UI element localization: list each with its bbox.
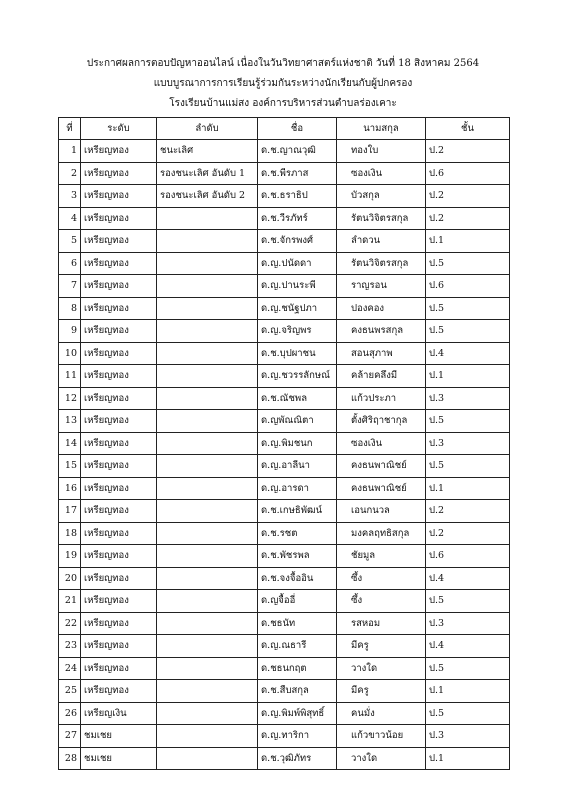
grade: ป.5 [426, 590, 510, 613]
first-name [258, 410, 337, 433]
name-title: ด.ช. [261, 505, 280, 517]
first-name [258, 725, 337, 748]
first-name [258, 635, 337, 658]
grade: ป.3 [426, 612, 510, 635]
table-row [59, 207, 510, 230]
given-name: ธนกฤต [276, 662, 307, 674]
medal-level: เหรียญทอง [81, 612, 157, 635]
table-row [59, 365, 510, 388]
grade: ป.1 [426, 680, 510, 703]
name-title: ด.ช. [261, 527, 280, 539]
announcement-title: ประกาศผลการตอบปัญหาออนไลน์ เนื่องในวันวิทยาศาสตร์แห่งชาติ วันที่ 18 สิงหาคม 2564 [86, 58, 480, 69]
first-name [258, 162, 337, 185]
first-name [258, 612, 337, 635]
first-name [258, 702, 337, 725]
medal-level: เหรียญทอง [81, 432, 157, 455]
table-row [59, 252, 510, 275]
last-name: มีครู [337, 635, 426, 658]
grade: ป.3 [426, 725, 510, 748]
row-number: 17 [59, 500, 81, 523]
last-name: ซึ้ง [337, 567, 426, 590]
row-number: 6 [59, 252, 81, 275]
rank [157, 387, 258, 410]
medal-level: เหรียญทอง [81, 252, 157, 275]
grade: ป.2 [426, 500, 510, 523]
row-number: 7 [59, 275, 81, 298]
medal-level: เหรียญทอง [81, 590, 157, 613]
given-name: จื้ออี่ [278, 595, 296, 607]
rank [157, 522, 258, 545]
first-name [258, 500, 337, 523]
grade: ป.4 [426, 567, 510, 590]
grade: ป.3 [426, 432, 510, 455]
table-row [59, 320, 510, 343]
first-name [258, 185, 337, 208]
medal-level: เหรียญทอง [81, 545, 157, 568]
name-title: ด.ญ. [261, 437, 282, 449]
table-row [59, 522, 510, 545]
name-title: ด.ช [261, 617, 277, 629]
medal-level: เหรียญทอง [81, 230, 157, 253]
name-title: ด.ช. [261, 550, 280, 562]
rank [157, 230, 258, 253]
medal-level: เหรียญทอง [81, 387, 157, 410]
grade: ป.6 [426, 162, 510, 185]
grade: ป.2 [426, 140, 510, 163]
given-name: สืบสกุล [279, 685, 309, 697]
row-number: 8 [59, 297, 81, 320]
grade: ป.2 [426, 185, 510, 208]
rank [157, 702, 258, 725]
table-row [59, 275, 510, 298]
name-title: ด.ช. [261, 572, 280, 584]
given-name: ปนัดดา [281, 257, 312, 269]
rank [157, 545, 258, 568]
column-header-last-name: นามสกุล [337, 118, 426, 140]
name-title: ด.ช [261, 662, 277, 674]
rank [157, 252, 258, 275]
name-title: ด.ญ. [261, 730, 282, 742]
row-number: 28 [59, 747, 81, 770]
first-name [258, 297, 337, 320]
table-row [59, 725, 510, 748]
medal-level: เหรียญทอง [81, 477, 157, 500]
grade: ป.5 [426, 657, 510, 680]
first-name [258, 680, 337, 703]
column-header-grade: ชั้น [426, 118, 510, 140]
table-row [59, 410, 510, 433]
table-row [59, 297, 510, 320]
last-name: รัตนวิจิตรสกุล [337, 252, 426, 275]
rank [157, 275, 258, 298]
last-name: วางใด [337, 657, 426, 680]
first-name [258, 657, 337, 680]
name-title: ด.ญ. [261, 640, 282, 652]
first-name [258, 275, 337, 298]
table-row [59, 702, 510, 725]
table-row [59, 432, 510, 455]
row-number: 27 [59, 725, 81, 748]
medal-level: เหรียญทอง [81, 320, 157, 343]
column-header-rank: ลำดับ [157, 118, 258, 140]
rank [157, 342, 258, 365]
given-name: รชต [279, 527, 298, 539]
row-number: 23 [59, 635, 81, 658]
table-row [59, 657, 510, 680]
last-name: แก้วขาวน้อย [337, 725, 426, 748]
given-name: เกษธิพัฒน์ [279, 505, 323, 517]
name-title: ด.ญ. [261, 707, 282, 719]
grade: ป.5 [426, 410, 510, 433]
last-name: ราญรอน [337, 275, 426, 298]
table-header-row [59, 118, 510, 140]
last-name: สอนสุภาพ [337, 342, 426, 365]
row-number: 11 [59, 365, 81, 388]
given-name: ธนัท [276, 617, 296, 629]
medal-level: เหรียญทอง [81, 365, 157, 388]
first-name [258, 230, 337, 253]
row-number: 9 [59, 320, 81, 343]
rank [157, 477, 258, 500]
row-number: 25 [59, 680, 81, 703]
row-number: 21 [59, 590, 81, 613]
rank [157, 590, 258, 613]
table-row [59, 612, 510, 635]
grade: ป.5 [426, 252, 510, 275]
medal-level: เหรียญทอง [81, 342, 157, 365]
table-row [59, 567, 510, 590]
rank [157, 365, 258, 388]
medal-level: เหรียญเงิน [81, 702, 157, 725]
grade: ป.2 [426, 207, 510, 230]
medal-level: ชมเชย [81, 747, 157, 770]
grade: ป.1 [426, 477, 510, 500]
grade: ป.5 [426, 320, 510, 343]
rank [157, 297, 258, 320]
rank [157, 500, 258, 523]
first-name [258, 320, 337, 343]
school-name: โรงเรียนบ้านแม่สง องค์การบริหารส่วนตำบลร่องเคาะ [169, 98, 397, 109]
rank [157, 455, 258, 478]
rank [157, 207, 258, 230]
given-name: ญาณวุฒิ [279, 145, 316, 157]
medal-level: เหรียญทอง [81, 455, 157, 478]
row-number: 13 [59, 410, 81, 433]
given-name: จริญพร [281, 325, 312, 337]
given-name: จักรพงศ์ [279, 235, 314, 247]
last-name: คนมั่ง [337, 702, 426, 725]
first-name [258, 567, 337, 590]
name-title: ด.ญ. [261, 302, 282, 314]
last-name: คล้ายคลึงมี [337, 365, 426, 388]
row-number: 26 [59, 702, 81, 725]
grade: ป.5 [426, 297, 510, 320]
first-name [258, 140, 337, 163]
rank: ชนะเลิศ [157, 140, 258, 163]
name-title: ด.ญ [261, 595, 279, 607]
name-title: ด.ช. [261, 190, 280, 202]
medal-level: เหรียญทอง [81, 297, 157, 320]
table-row [59, 545, 510, 568]
last-name: ทองใบ [337, 140, 426, 163]
first-name [258, 342, 337, 365]
name-title: ด.ญ. [261, 280, 282, 292]
row-number: 1 [59, 140, 81, 163]
last-name: ลำดวน [337, 230, 426, 253]
last-name: มีครู [337, 680, 426, 703]
table-row [59, 342, 510, 365]
first-name [258, 477, 337, 500]
given-name: วีรภัทร์ [279, 212, 308, 224]
first-name [258, 522, 337, 545]
given-name: อาลีนา [281, 460, 311, 472]
medal-level: เหรียญทอง [81, 275, 157, 298]
name-title: ด.ช. [261, 392, 280, 404]
grade: ป.4 [426, 635, 510, 658]
given-name: พัณณิตา [278, 415, 314, 427]
row-number: 14 [59, 432, 81, 455]
first-name [258, 455, 337, 478]
document-header [0, 54, 566, 114]
given-name: อารดา [281, 482, 309, 494]
given-name: บุปผาชน [279, 347, 316, 359]
row-number: 15 [59, 455, 81, 478]
row-number: 3 [59, 185, 81, 208]
name-title: ด.ช. [261, 752, 280, 764]
grade: ป.6 [426, 275, 510, 298]
name-title: ด.ช. [261, 347, 280, 359]
last-name: เอนกนวล [337, 500, 426, 523]
grade: ป.5 [426, 702, 510, 725]
table-row [59, 747, 510, 770]
given-name: ณัชพล [279, 392, 308, 404]
name-title: ด.ญ. [261, 325, 282, 337]
row-number: 10 [59, 342, 81, 365]
table-row [59, 455, 510, 478]
column-header-first-name: ชื่อ [258, 118, 337, 140]
row-number: 19 [59, 545, 81, 568]
given-name: ปานระพี [281, 280, 316, 292]
announcement-subtitle: แบบบูรณาการการเรียนรู้ร่วมกันระหว่างนักเรียนกับผู้ปกครอง [153, 78, 413, 89]
rank: รองชนะเลิศ อันดับ 2 [157, 185, 258, 208]
row-number: 12 [59, 387, 81, 410]
table-row [59, 185, 510, 208]
medal-level: เหรียญทอง [81, 140, 157, 163]
table-row [59, 387, 510, 410]
given-name: ณธารี [281, 640, 307, 652]
row-number: 24 [59, 657, 81, 680]
last-name: คงธนพรสกุล [337, 320, 426, 343]
medal-level: เหรียญทอง [81, 635, 157, 658]
row-number: 5 [59, 230, 81, 253]
rank [157, 657, 258, 680]
medal-level: เหรียญทอง [81, 207, 157, 230]
column-header-level: ระดับ [81, 118, 157, 140]
rank [157, 635, 258, 658]
first-name [258, 207, 337, 230]
first-name [258, 252, 337, 275]
rank [157, 680, 258, 703]
row-number: 4 [59, 207, 81, 230]
medal-level: เหรียญทอง [81, 410, 157, 433]
given-name: วุฒิภัทร [279, 752, 312, 764]
last-name: ซองเงิน [337, 162, 426, 185]
table-row [59, 162, 510, 185]
medal-level: ชมเชย [81, 725, 157, 748]
given-name: พิมพ์พิสุทธิ์ [281, 707, 325, 719]
table-row [59, 140, 510, 163]
name-title: ด.ญ [261, 415, 279, 427]
rank [157, 432, 258, 455]
given-name: พัชรพล [279, 550, 310, 562]
last-name: บัวสกุล [337, 185, 426, 208]
rank [157, 725, 258, 748]
last-name: คงธนพาณิชย์ [337, 477, 426, 500]
grade: ป.1 [426, 365, 510, 388]
first-name [258, 387, 337, 410]
given-name: พีรภาส [279, 167, 309, 179]
last-name: มงคลฤทธิสกุล [337, 522, 426, 545]
last-name: ซึ้ง [337, 590, 426, 613]
row-number: 20 [59, 567, 81, 590]
name-title: ด.ญ. [261, 482, 282, 494]
grade: ป.4 [426, 342, 510, 365]
first-name [258, 365, 337, 388]
medal-level: เหรียญทอง [81, 522, 157, 545]
first-name [258, 545, 337, 568]
table-row [59, 477, 510, 500]
name-title: ด.ญ. [261, 257, 282, 269]
given-name: พิมชนก [281, 437, 313, 449]
table-row [59, 590, 510, 613]
table-row [59, 680, 510, 703]
name-title: ด.ญ. [261, 460, 282, 472]
first-name [258, 747, 337, 770]
name-title: ด.ช. [261, 235, 280, 247]
first-name [258, 432, 337, 455]
table-row [59, 635, 510, 658]
name-title: ด.ช. [261, 212, 280, 224]
given-name: จงจื้ออิน [279, 572, 314, 584]
given-name: ชนัฐปภา [281, 302, 318, 314]
medal-level: เหรียญทอง [81, 567, 157, 590]
last-name: คงธนพาณิชย์ [337, 455, 426, 478]
medal-level: เหรียญทอง [81, 680, 157, 703]
first-name [258, 590, 337, 613]
row-number: 18 [59, 522, 81, 545]
given-name: ชวรรลักษณ์ [281, 370, 330, 382]
grade: ป.5 [426, 455, 510, 478]
given-name: ทาริกา [281, 730, 310, 742]
medal-level: เหรียญทอง [81, 162, 157, 185]
given-name: ธราธิป [279, 190, 308, 202]
last-name: ชัยมูล [337, 545, 426, 568]
medal-level: เหรียญทอง [81, 185, 157, 208]
rank [157, 612, 258, 635]
name-title: ด.ช. [261, 685, 280, 697]
grade: ป.1 [426, 747, 510, 770]
results-table [58, 117, 510, 770]
name-title: ด.ญ. [261, 370, 282, 382]
table-row [59, 500, 510, 523]
name-title: ด.ช. [261, 167, 280, 179]
rank [157, 320, 258, 343]
table-row [59, 230, 510, 253]
medal-level: เหรียญทอง [81, 500, 157, 523]
last-name: รสหอม [337, 612, 426, 635]
last-name: แก้วประภา [337, 387, 426, 410]
rank: รองชนะเลิศ อันดับ 1 [157, 162, 258, 185]
rank [157, 567, 258, 590]
column-header-no: ที่ [59, 118, 81, 140]
last-name: ซองเงิน [337, 432, 426, 455]
grade: ป.1 [426, 230, 510, 253]
rank [157, 747, 258, 770]
medal-level: เหรียญทอง [81, 657, 157, 680]
last-name: รัตนวิจิตรสกุล [337, 207, 426, 230]
grade: ป.2 [426, 522, 510, 545]
row-number: 16 [59, 477, 81, 500]
rank [157, 410, 258, 433]
last-name: ตั้งศิริฤาชากุล [337, 410, 426, 433]
last-name: ปองคอง [337, 297, 426, 320]
row-number: 2 [59, 162, 81, 185]
name-title: ด.ช. [261, 145, 280, 157]
grade: ป.6 [426, 545, 510, 568]
row-number: 22 [59, 612, 81, 635]
grade: ป.3 [426, 387, 510, 410]
last-name: วางใด [337, 747, 426, 770]
